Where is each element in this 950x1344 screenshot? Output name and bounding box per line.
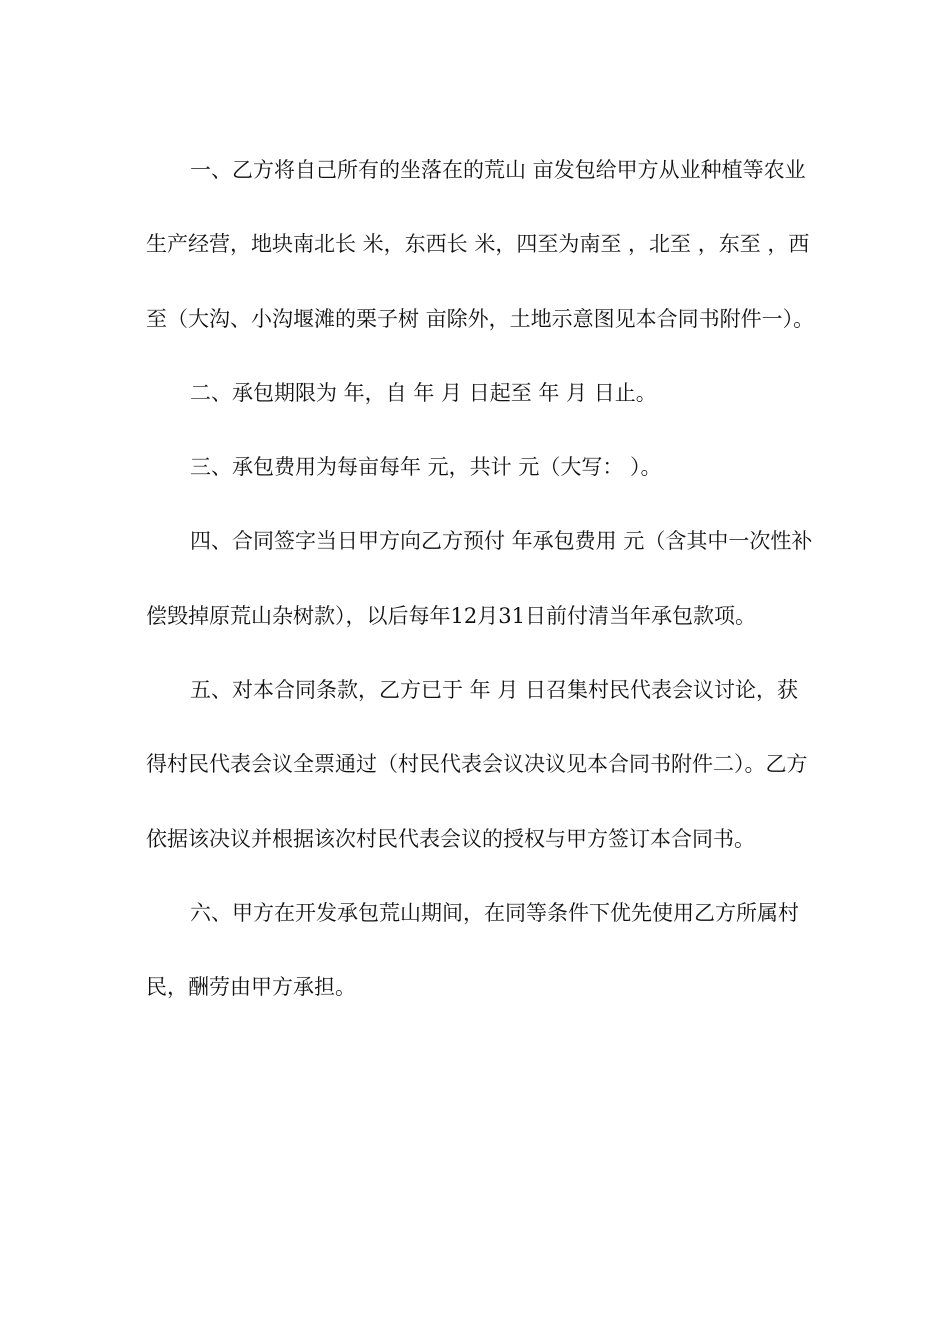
contract-body (146, 133, 816, 1025)
clause-6: 六、甲方在开发承包荒山期间，在同等条件下优先使用乙方所属村民，酬劳由甲方承担。 (146, 900, 799, 1000)
clause-3: 三、承包费用为每亩每年 元，共计 元（大写： ）。 (190, 455, 662, 480)
clause-4: 四、合同签字当日甲方向乙方预付 年承包费用 元（含其中一次性补偿毁掉原荒山杂树款），以后每年12月31日前付清当年承包款项。 (146, 529, 813, 628)
clause-2: 二、承包期限为 年，自 年 月 日起至 年 月 日止。 (190, 380, 657, 405)
clause-5: 五、对本合同条款，乙方已于 年 月 日召集村民代表会议讨论，获得村民代表会议全票通过（村民代表会议决议见本合同书附件二）。乙方依据该决议并根据该次村民代表会议的授权与甲方签订本合同书。 (146, 678, 808, 851)
clause-1: 一、乙方将自己所有的坐落在的荒山 亩发包给甲方从业种植等农业生产经营，地块南北长 米，东西长 米，四至为南至 ，北至 ，东至 ，西至（大沟、小沟堰滩的栗子树 亩除外，土地示意图见本合同书附件一）。 (146, 158, 815, 331)
